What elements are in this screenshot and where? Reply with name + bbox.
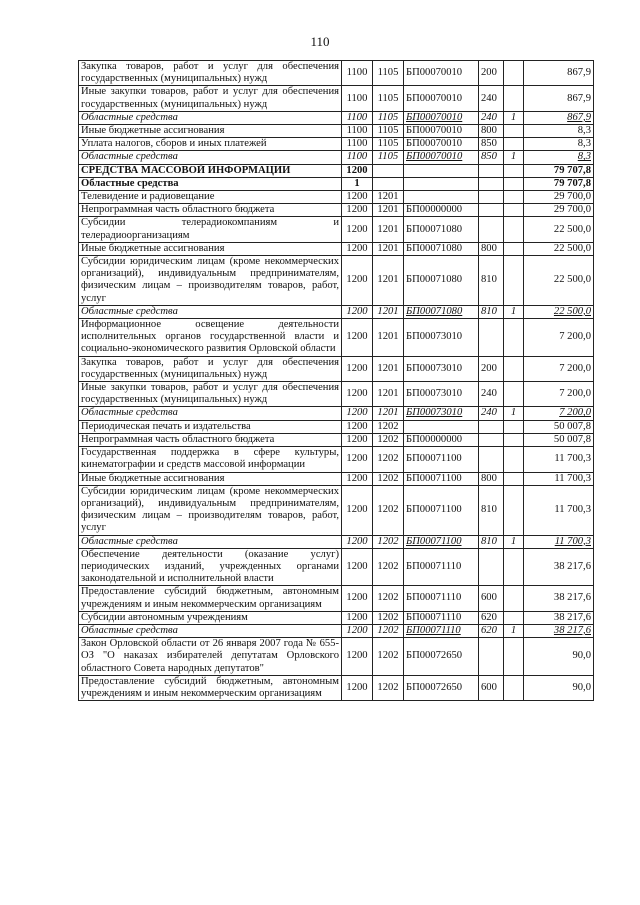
- row-target-article: БП00071080: [404, 217, 479, 242]
- row-amount: 11 700,3: [524, 447, 594, 472]
- row-source: [504, 191, 524, 204]
- row-target-article: БП00073010: [404, 407, 479, 420]
- row-source: [504, 256, 524, 306]
- row-amount: 867,9: [524, 111, 594, 124]
- table-row: [79, 382, 594, 407]
- row-amount: 38 217,6: [524, 586, 594, 611]
- row-expense-kind: [479, 177, 504, 190]
- table-row: [79, 242, 594, 255]
- row-name: Иные бюджетные ассигнования: [79, 125, 342, 138]
- row-section: 1200: [342, 611, 373, 624]
- row-target-article: БП00073010: [404, 356, 479, 381]
- row-subsection: 1105: [373, 61, 404, 86]
- row-amount: 79 707,8: [524, 164, 594, 177]
- row-subsection: 1105: [373, 111, 404, 124]
- row-source: 1: [504, 407, 524, 420]
- row-target-article: БП00071100: [404, 485, 479, 535]
- row-target-article: БП00071110: [404, 586, 479, 611]
- row-name: Предоставление субсидий бюджетным, автономным учреждениям и иным некоммерческим организациям: [79, 675, 342, 700]
- row-expense-kind: 200: [479, 61, 504, 86]
- row-subsection: 1201: [373, 305, 404, 318]
- row-name: Телевидение и радиовещание: [79, 191, 342, 204]
- table-row: [79, 433, 594, 446]
- row-source: [504, 472, 524, 485]
- row-name: Областные средства: [79, 151, 342, 164]
- row-target-article: [404, 420, 479, 433]
- row-target-article: БП00073010: [404, 319, 479, 357]
- row-source: [504, 61, 524, 86]
- row-source: [504, 177, 524, 190]
- table-row: [79, 61, 594, 86]
- row-subsection: 1105: [373, 138, 404, 151]
- row-section: 1: [342, 177, 373, 190]
- row-section: 1200: [342, 407, 373, 420]
- row-source: [504, 242, 524, 255]
- row-target-article: БП00071080: [404, 256, 479, 306]
- row-source: [504, 586, 524, 611]
- row-name: Уплата налогов, сборов и иных платежей: [79, 138, 342, 151]
- row-expense-kind: [479, 548, 504, 586]
- row-amount: 50 007,8: [524, 433, 594, 446]
- row-subsection: [373, 164, 404, 177]
- row-subsection: 1202: [373, 624, 404, 637]
- row-amount: 90,0: [524, 675, 594, 700]
- row-name: Информационное освещение деятельности исполнительных органов государственной власти и социально-экономического развития Орловской области: [79, 319, 342, 357]
- row-subsection: 1202: [373, 433, 404, 446]
- table-row: [79, 305, 594, 318]
- row-expense-kind: [479, 217, 504, 242]
- row-expense-kind: [479, 638, 504, 676]
- row-expense-kind: 810: [479, 485, 504, 535]
- row-name: Закон Орловской области от 26 января 2007 года № 655-ОЗ "О наказах избирателей депутатам Орловского областного Совета народных депутатов": [79, 638, 342, 676]
- row-expense-kind: 800: [479, 472, 504, 485]
- row-section: 1200: [342, 164, 373, 177]
- row-expense-kind: 800: [479, 242, 504, 255]
- table-row: [79, 256, 594, 306]
- row-amount: 22 500,0: [524, 242, 594, 255]
- row-section: 1200: [342, 305, 373, 318]
- table-row: [79, 125, 594, 138]
- row-name: Областные средства: [79, 535, 342, 548]
- row-amount: 29 700,0: [524, 204, 594, 217]
- row-source: [504, 217, 524, 242]
- row-expense-kind: 240: [479, 407, 504, 420]
- row-subsection: [373, 177, 404, 190]
- row-expense-kind: 810: [479, 305, 504, 318]
- row-source: [504, 125, 524, 138]
- row-amount: 8,3: [524, 138, 594, 151]
- row-expense-kind: 850: [479, 151, 504, 164]
- table-row: [79, 356, 594, 381]
- table-row: [79, 407, 594, 420]
- row-name: Областные средства: [79, 624, 342, 637]
- row-expense-kind: 850: [479, 138, 504, 151]
- table-row: [79, 319, 594, 357]
- row-section: 1200: [342, 548, 373, 586]
- row-target-article: БП00071080: [404, 305, 479, 318]
- row-expense-kind: 800: [479, 125, 504, 138]
- row-name: Иные закупки товаров, работ и услуг для обеспечения государственных (муниципальных) нужд: [79, 382, 342, 407]
- row-target-article: БП00071100: [404, 472, 479, 485]
- row-section: 1200: [342, 638, 373, 676]
- row-amount: 867,9: [524, 86, 594, 111]
- row-section: 1200: [342, 420, 373, 433]
- row-amount: 7 200,0: [524, 319, 594, 357]
- row-expense-kind: 810: [479, 535, 504, 548]
- row-subsection: 1201: [373, 382, 404, 407]
- row-expense-kind: 620: [479, 611, 504, 624]
- row-target-article: БП00070010: [404, 125, 479, 138]
- table-row: [79, 472, 594, 485]
- row-subsection: 1202: [373, 675, 404, 700]
- row-source: [504, 319, 524, 357]
- row-target-article: [404, 191, 479, 204]
- row-section: 1200: [342, 485, 373, 535]
- table-row: [79, 204, 594, 217]
- row-section: 1100: [342, 86, 373, 111]
- row-subsection: 1201: [373, 356, 404, 381]
- table-row: [79, 420, 594, 433]
- row-name: Периодическая печать и издательства: [79, 420, 342, 433]
- row-section: 1200: [342, 433, 373, 446]
- row-source: [504, 356, 524, 381]
- table-row: [79, 624, 594, 637]
- row-expense-kind: 600: [479, 675, 504, 700]
- row-section: 1200: [342, 624, 373, 637]
- row-subsection: 1105: [373, 151, 404, 164]
- row-name: Областные средства: [79, 407, 342, 420]
- row-name: Иные бюджетные ассигнования: [79, 472, 342, 485]
- row-target-article: БП00070010: [404, 151, 479, 164]
- row-subsection: 1202: [373, 586, 404, 611]
- table-row: [79, 111, 594, 124]
- row-source: [504, 485, 524, 535]
- row-amount: 11 700,3: [524, 485, 594, 535]
- row-amount: 867,9: [524, 61, 594, 86]
- row-section: 1200: [342, 204, 373, 217]
- row-target-article: БП00070010: [404, 138, 479, 151]
- row-target-article: [404, 164, 479, 177]
- budget-table: [78, 60, 594, 701]
- row-expense-kind: [479, 433, 504, 446]
- table-row: [79, 548, 594, 586]
- row-amount: 90,0: [524, 638, 594, 676]
- row-section: 1200: [342, 675, 373, 700]
- row-expense-kind: 620: [479, 624, 504, 637]
- row-target-article: БП00072650: [404, 638, 479, 676]
- row-target-article: БП00071110: [404, 611, 479, 624]
- row-expense-kind: [479, 191, 504, 204]
- table-row: [79, 177, 594, 190]
- row-name: Областные средства: [79, 305, 342, 318]
- table-row: [79, 151, 594, 164]
- row-source: [504, 447, 524, 472]
- row-section: 1100: [342, 151, 373, 164]
- row-expense-kind: [479, 420, 504, 433]
- row-section: 1200: [342, 472, 373, 485]
- row-subsection: 1201: [373, 256, 404, 306]
- row-source: [504, 86, 524, 111]
- row-target-article: БП00071100: [404, 535, 479, 548]
- row-section: 1200: [342, 319, 373, 357]
- row-amount: 38 217,6: [524, 611, 594, 624]
- row-source: [504, 138, 524, 151]
- row-expense-kind: [479, 164, 504, 177]
- row-source: 1: [504, 624, 524, 637]
- row-target-article: [404, 177, 479, 190]
- row-expense-kind: [479, 447, 504, 472]
- table-row: [79, 675, 594, 700]
- row-name: Иные бюджетные ассигнования: [79, 242, 342, 255]
- budget-table-body: [79, 61, 594, 701]
- row-target-article: БП00071080: [404, 242, 479, 255]
- table-row: [79, 447, 594, 472]
- row-amount: 29 700,0: [524, 191, 594, 204]
- table-row: [79, 611, 594, 624]
- row-amount: 7 200,0: [524, 407, 594, 420]
- row-subsection: 1202: [373, 548, 404, 586]
- row-amount: 8,3: [524, 151, 594, 164]
- row-subsection: 1201: [373, 191, 404, 204]
- row-subsection: 1105: [373, 86, 404, 111]
- row-section: 1200: [342, 356, 373, 381]
- row-section: 1100: [342, 111, 373, 124]
- row-name: Непрограммная часть областного бюджета: [79, 204, 342, 217]
- row-section: 1200: [342, 217, 373, 242]
- row-subsection: 1202: [373, 611, 404, 624]
- row-target-article: БП00070010: [404, 61, 479, 86]
- row-name: Государственная поддержка в сфере культуры, кинематографии и средств массовой информации: [79, 447, 342, 472]
- row-subsection: 1201: [373, 204, 404, 217]
- row-name: Непрограммная часть областного бюджета: [79, 433, 342, 446]
- row-section: 1200: [342, 191, 373, 204]
- row-target-article: БП00072650: [404, 675, 479, 700]
- row-expense-kind: 240: [479, 382, 504, 407]
- row-subsection: 1201: [373, 242, 404, 255]
- row-name: Закупка товаров, работ и услуг для обеспечения государственных (муниципальных) нужд: [79, 61, 342, 86]
- row-name: Субсидии автономным учреждениям: [79, 611, 342, 624]
- row-amount: 11 700,3: [524, 535, 594, 548]
- row-source: [504, 638, 524, 676]
- row-amount: 22 500,0: [524, 256, 594, 306]
- row-expense-kind: 600: [479, 586, 504, 611]
- row-target-article: БП00071110: [404, 548, 479, 586]
- row-amount: 22 500,0: [524, 305, 594, 318]
- row-name: Субсидии юридическим лицам (кроме некоммерческих организаций), индивидуальным предпринимателям, физическим лицам – производителям товаров, работ, услуг: [79, 256, 342, 306]
- row-subsection: 1202: [373, 420, 404, 433]
- row-source: 1: [504, 535, 524, 548]
- table-row: [79, 191, 594, 204]
- row-expense-kind: 810: [479, 256, 504, 306]
- row-amount: 7 200,0: [524, 356, 594, 381]
- row-expense-kind: [479, 204, 504, 217]
- row-source: [504, 204, 524, 217]
- row-source: 1: [504, 305, 524, 318]
- row-amount: 79 707,8: [524, 177, 594, 190]
- row-subsection: 1201: [373, 407, 404, 420]
- row-target-article: БП00070010: [404, 86, 479, 111]
- row-subsection: 1202: [373, 535, 404, 548]
- row-source: [504, 420, 524, 433]
- row-name: Закупка товаров, работ и услуг для обеспечения государственных (муниципальных) нужд: [79, 356, 342, 381]
- row-section: 1100: [342, 61, 373, 86]
- row-amount: 8,3: [524, 125, 594, 138]
- row-amount: 7 200,0: [524, 382, 594, 407]
- table-row: [79, 535, 594, 548]
- table-row: [79, 586, 594, 611]
- row-amount: 38 217,6: [524, 624, 594, 637]
- row-name: СРЕДСТВА МАССОВОЙ ИНФОРМАЦИИ: [79, 164, 342, 177]
- row-name: Иные закупки товаров, работ и услуг для обеспечения государственных (муниципальных) нужд: [79, 86, 342, 111]
- row-amount: 38 217,6: [524, 548, 594, 586]
- row-subsection: 1201: [373, 319, 404, 357]
- row-section: 1200: [342, 447, 373, 472]
- row-target-article: БП00070010: [404, 111, 479, 124]
- row-section: 1200: [342, 535, 373, 548]
- row-source: [504, 382, 524, 407]
- row-amount: 22 500,0: [524, 217, 594, 242]
- row-subsection: 1202: [373, 447, 404, 472]
- row-source: [504, 675, 524, 700]
- table-row: [79, 638, 594, 676]
- row-target-article: БП00071100: [404, 447, 479, 472]
- row-amount: 11 700,3: [524, 472, 594, 485]
- row-section: 1200: [342, 382, 373, 407]
- row-section: 1200: [342, 586, 373, 611]
- page-number: 110: [310, 34, 330, 49]
- table-row: [79, 138, 594, 151]
- table-row: [79, 86, 594, 111]
- row-expense-kind: 240: [479, 111, 504, 124]
- row-source: [504, 548, 524, 586]
- row-name: Субсидии телерадиокомпаниям и телерадиоорганизациям: [79, 217, 342, 242]
- row-section: 1100: [342, 125, 373, 138]
- row-name: Предоставление субсидий бюджетным, автономным учреждениям и иным некоммерческим организациям: [79, 586, 342, 611]
- row-subsection: 1201: [373, 217, 404, 242]
- row-source: [504, 433, 524, 446]
- row-section: 1100: [342, 138, 373, 151]
- row-subsection: 1202: [373, 472, 404, 485]
- row-subsection: 1202: [373, 638, 404, 676]
- row-name: Субсидии юридическим лицам (кроме некоммерческих организаций), индивидуальным предпринимателям, физическим лицам – производителям товаров, работ, услуг: [79, 485, 342, 535]
- row-source: 1: [504, 111, 524, 124]
- table-row: [79, 217, 594, 242]
- row-source: [504, 611, 524, 624]
- row-name: Областные средства: [79, 111, 342, 124]
- row-target-article: БП00000000: [404, 433, 479, 446]
- row-expense-kind: 200: [479, 356, 504, 381]
- table-row: [79, 485, 594, 535]
- row-expense-kind: 240: [479, 86, 504, 111]
- row-amount: 50 007,8: [524, 420, 594, 433]
- row-section: 1200: [342, 256, 373, 306]
- row-source: 1: [504, 151, 524, 164]
- row-source: [504, 164, 524, 177]
- row-subsection: 1202: [373, 485, 404, 535]
- row-target-article: БП00073010: [404, 382, 479, 407]
- row-name: Областные средства: [79, 177, 342, 190]
- table-row: [79, 164, 594, 177]
- row-target-article: БП00071110: [404, 624, 479, 637]
- row-name: Обеспечение деятельности (оказание услуг) периодических изданий, учрежденных органами законодательной и исполнительной власти: [79, 548, 342, 586]
- row-subsection: 1105: [373, 125, 404, 138]
- row-target-article: БП00000000: [404, 204, 479, 217]
- row-expense-kind: [479, 319, 504, 357]
- row-section: 1200: [342, 242, 373, 255]
